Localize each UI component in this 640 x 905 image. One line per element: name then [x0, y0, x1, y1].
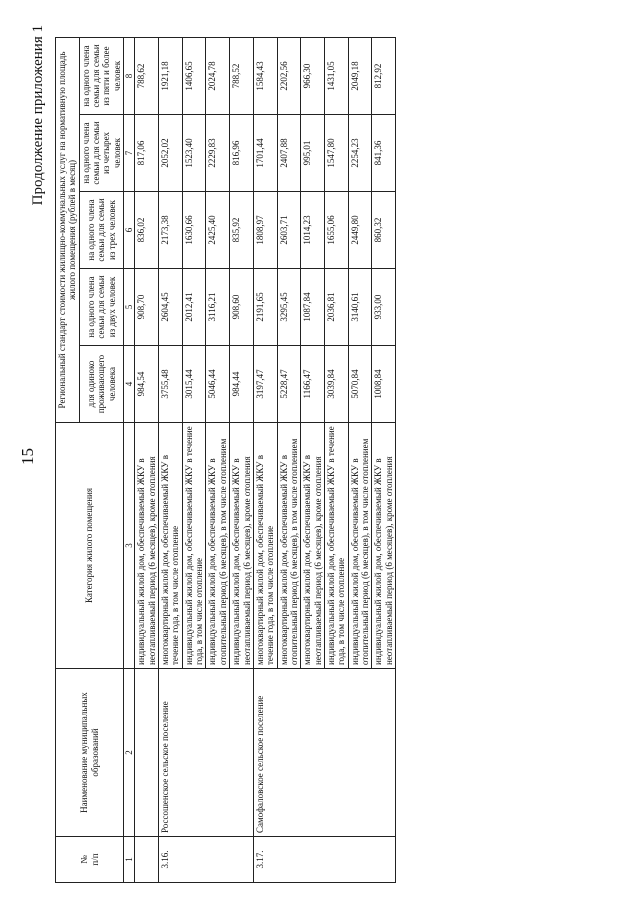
header-municipality: Наименование муниципальных образований	[56, 669, 124, 837]
municipality-name: Самофаловское сельское поселение	[253, 669, 395, 837]
housing-category: индивидуальный жилой дом, обеспечиваемый ЖКУ в течение года, в том числе отопление	[324, 423, 348, 669]
value-cell: 788,52	[230, 37, 254, 114]
value-cell: 2449,80	[348, 192, 372, 269]
value-cell: 841,36	[372, 115, 396, 192]
value-cell: 1808,97	[253, 192, 277, 269]
value-cell: 2049,18	[348, 37, 372, 114]
value-cell: 816,96	[230, 115, 254, 192]
value-cell: 1921,18	[159, 37, 183, 114]
table-row	[135, 37, 159, 882]
value-cell: 1523,40	[182, 115, 206, 192]
value-cell: 835,92	[230, 192, 254, 269]
housing-category: многоквартирный жилой дом, обеспечиваемый ЖКУ в отопительный период (6 месяцев), в том числе отоплением	[277, 423, 301, 669]
header-family-5: на одного члена семьи для семьи из пяти и более человек	[79, 37, 123, 114]
municipality-name	[135, 669, 159, 837]
page-number: 15	[18, 448, 37, 465]
value-cell: 995,01	[301, 115, 325, 192]
value-cell: 966,30	[301, 37, 325, 114]
value-cell: 984,44	[230, 346, 254, 423]
value-cell: 984,54	[135, 346, 159, 423]
value-cell: 2012,41	[182, 269, 206, 346]
column-number: 3	[124, 423, 135, 669]
value-cell: 1014,23	[301, 192, 325, 269]
housing-category: индивидуальный жилой дом, обеспечиваемый ЖКУ в течение года, в том числе отопление	[182, 423, 206, 669]
value-cell: 5228,47	[277, 346, 301, 423]
value-cell: 2407,88	[277, 115, 301, 192]
housing-category: индивидуальный жилой дом, обеспечиваемый ЖКУ в неотапливаемый период (6 месяцев), кроме отопления	[230, 423, 254, 669]
value-cell: 860,32	[372, 192, 396, 269]
value-cell: 1008,84	[372, 346, 396, 423]
value-cell: 788,62	[135, 37, 159, 114]
housing-category: многоквартирный жилой дом, обеспечиваемый ЖКУ в течение года, в том числе отопление	[159, 423, 183, 669]
value-cell: 2202,56	[277, 37, 301, 114]
value-cell: 1166,47	[301, 346, 325, 423]
value-cell: 817,06	[135, 115, 159, 192]
column-number: 2	[124, 669, 135, 837]
value-cell: 1655,06	[324, 192, 348, 269]
value-cell: 3295,45	[277, 269, 301, 346]
value-cell: 3755,48	[159, 346, 183, 423]
value-cell: 1630,66	[182, 192, 206, 269]
value-cell: 5046,44	[206, 346, 230, 423]
column-number: 5	[124, 269, 135, 346]
value-cell: 2024,78	[206, 37, 230, 114]
value-cell: 3039,84	[324, 346, 348, 423]
value-cell: 2425,40	[206, 192, 230, 269]
housing-category: индивидуальный жилой дом, обеспечиваемый ЖКУ в неотапливаемый период (6 месяцев), кроме отопления	[135, 423, 159, 669]
appendix-title: Продолжение приложения 1	[30, 25, 46, 206]
value-cell: 3015,44	[182, 346, 206, 423]
value-cell: 2036,81	[324, 269, 348, 346]
value-cell: 908,60	[230, 269, 254, 346]
header-category: Категория жилого помещения	[56, 423, 124, 669]
value-cell: 3116,21	[206, 269, 230, 346]
value-cell: 2229,83	[206, 115, 230, 192]
header-standard: Региональный стандарт стоимости жилищно-коммунальных услуг на нормативную площадь жилого помещения (рублей в месяц)	[56, 37, 80, 422]
column-number: 1	[124, 837, 135, 883]
value-cell: 1431,05	[324, 37, 348, 114]
value-cell: 2173,38	[159, 192, 183, 269]
column-number: 4	[124, 346, 135, 423]
housing-category: многоквартирный жилой дом, обеспечиваемый ЖКУ в течение года, в том числе отопление	[253, 423, 277, 669]
header-family-2: на одного члена семьи для семьи из двух человек	[79, 269, 123, 346]
header-single: для одиноко проживающего человека	[79, 346, 123, 423]
table-row	[159, 37, 183, 882]
column-number: 8	[124, 37, 135, 114]
value-cell: 1584,43	[253, 37, 277, 114]
column-number: 6	[124, 192, 135, 269]
value-cell: 1701,44	[253, 115, 277, 192]
value-cell: 836,02	[135, 192, 159, 269]
value-cell: 2191,65	[253, 269, 277, 346]
housing-category: индивидуальный жилой дом, обеспечиваемый ЖКУ в отопительный период (6 месяцев), в том числе отоплением	[206, 423, 230, 669]
housing-category: индивидуальный жилой дом, обеспечиваемый ЖКУ в отопительный период (6 месяцев), в том числе отоплением	[348, 423, 372, 669]
value-cell: 5070,84	[348, 346, 372, 423]
header-family-3: на одного члена семьи для семьи из трех человек	[79, 192, 123, 269]
row-number: 3.17.	[253, 837, 395, 883]
value-cell: 1547,80	[324, 115, 348, 192]
header-no: № п/п	[56, 837, 124, 883]
column-number: 7	[124, 115, 135, 192]
housing-category: индивидуальный жилой дом, обеспечиваемый ЖКУ в неотапливаемый период (6 месяцев), кроме отопления	[372, 423, 396, 669]
municipality-name: Россошенское сельское поселение	[159, 669, 254, 837]
value-cell: 933,00	[372, 269, 396, 346]
value-cell: 2603,71	[277, 192, 301, 269]
value-cell: 2254,23	[348, 115, 372, 192]
table-row	[253, 37, 277, 882]
value-cell: 1406,65	[182, 37, 206, 114]
value-cell: 908,70	[135, 269, 159, 346]
row-number: 3.16.	[159, 837, 254, 883]
value-cell: 812,92	[372, 37, 396, 114]
header-family-4: на одного члена семьи для семьи из четырех человек	[79, 115, 123, 192]
value-cell: 3197,47	[253, 346, 277, 423]
housing-category: многоквартирный жилой дом, обеспечиваемый ЖКУ в неотапливаемый период (6 месяцев), кроме отопления	[301, 423, 325, 669]
value-cell: 1087,84	[301, 269, 325, 346]
value-cell: 2052,02	[159, 115, 183, 192]
value-cell: 3140,61	[348, 269, 372, 346]
row-number	[135, 837, 159, 883]
value-cell: 2604,45	[159, 269, 183, 346]
cost-standard-table	[55, 37, 396, 883]
